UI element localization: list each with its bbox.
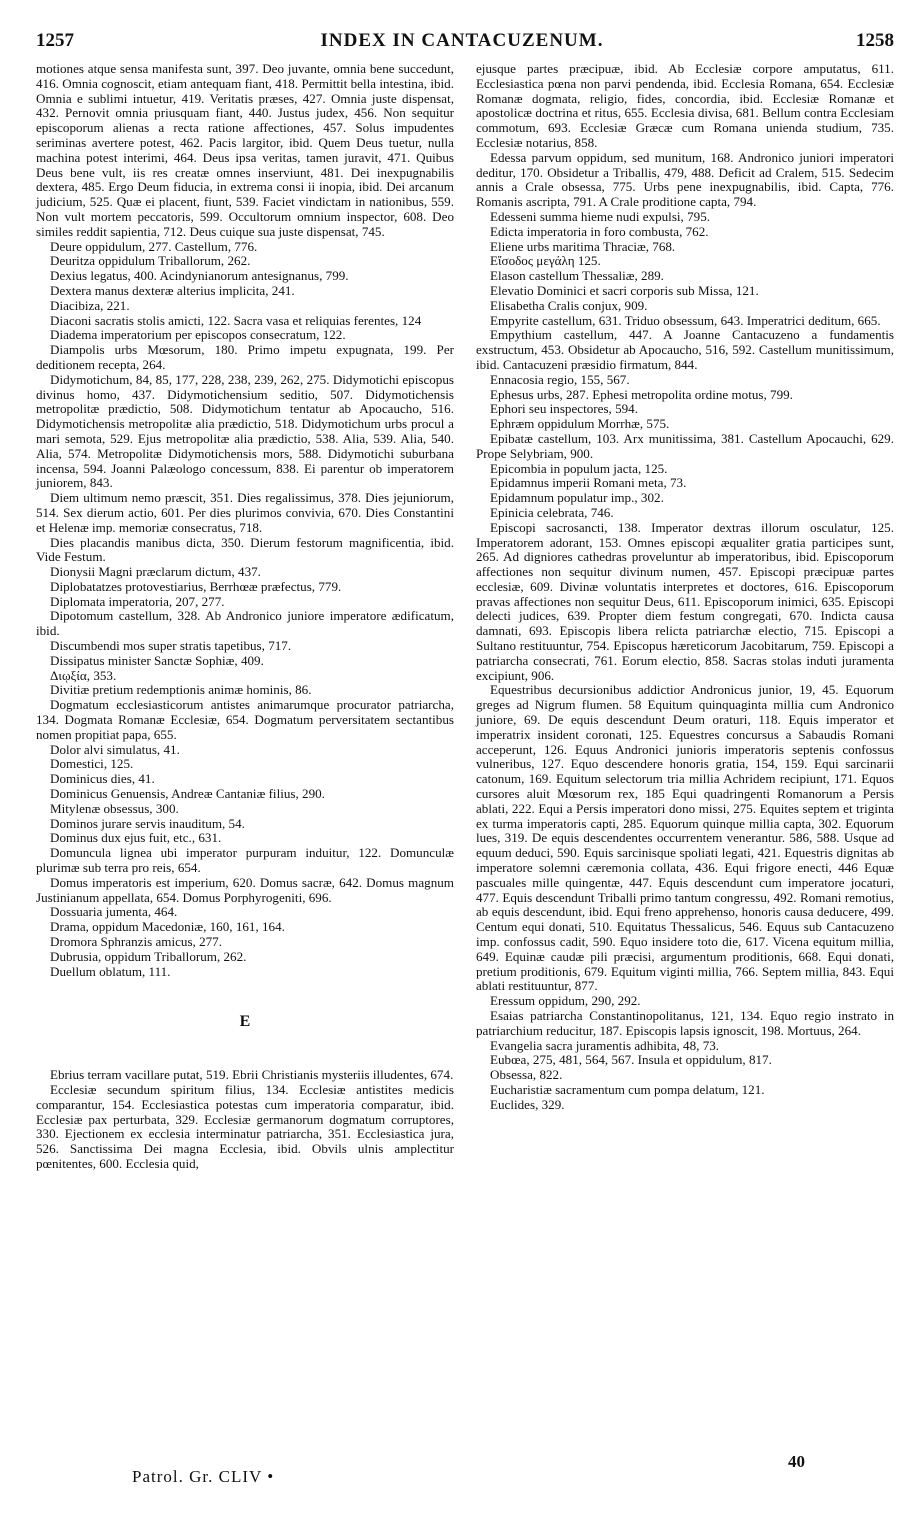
index-entry: Episcopi sacrosancti, 138. Imperator dextras illorum osculatur, 125. Imperatorem adorant, 153. Omnes episcopi æqualiter gratia participes sunt, 265. Ad digniores cathedras proveluntur ab imperatoribus, ibid. Episcoporum affectiones non sequitur divinum numen, 457. Episcopi præcipuæ partes ecclesiæ, 609. Divinæ voluntatis interpretes et doctores, 616. Episcoporum pravas affectiones non sequitur Deus, 611. Episcoporum inimici, 635. Episcopi delecti judices, 639. Propter diem festum congregati, 670. Indicta causa damnati, 693. Episcopis libera relicta patriarchæ electio, 715. Episcopi a Sultano restituuntur, 754. Episcopus hæreticorum Jacobitarum, 759. Episcopi a patriarcha consecrati, 761. Eorum electio, 858. Sacras stolas induti juramenta excipiunt, 906. xyxy=(476,519,894,683)
index-entry: Euclides, 329. xyxy=(490,1096,565,1112)
index-entry: Equestribus decursionibus addictior Andronicus junior, 19, 45. Equorum greges ad Nigrum flumen. 58 Equitum quinquaginta millia cum Andronico juniore, 69. De equis descendunt Deum oraturi, 118. Equis imperator et imperatrix insident coronati, 125. Equestres concursus a Sabaudis Romani acceperunt, 126. Equus Andronici junioris imperatoris septenis confossus vulneribus, 127. Equo descendere honoris gratia, 154, 159. Equi sarcinarii catonum, 169. Equitum selectorum tria millia Achridem recipiunt, 171. Equos cursores aluit Mœsorum rex, 185 Equi quadringenti Romanorum a Persis ablati, 222. Equi a Persis imperatori dono missi, 275. Equites septem et triginta ex turma imperatoris capti, 285. Equorum quinque millia capta, 302. Equorum lues, 319. De equis descendentes occurrentem venerantur. 586, 588. Usque ad equum deduci, 590. Equis sarcinisque spoliati legati, 421. Equestris dignitas ab imperatore solemni cæremonia collata, 436. Equi frigore enecti, 446 Equæ pascuales mille quingentæ, 447. Equis descendunt cum imperatore jocaturi, 477. Equis descendunt Triballi primo tantum congressu, 492. Romani remotius, ab equis descendunt, ibid. Equi freno apprehenso, honoris causa deducere, 499. Centum equi donati, 510. Equitatus Thessalicus, 546. Equus sub Cantacuzeno imp. confossus cadit, 590. Equo insidere toto die, 617. Vicena equitum millia, 649. Equinæ caudæ pili præcisi, argumentum proditionis, 668. Equi donati, pretium proditionis, 679. Equitum viginti millia, 766. Septem millia, 843. Equi ablati restituuntur, 877. xyxy=(476,682,894,994)
index-entry: Ecclesiæ secundum spiritum filius, 134. Ecclesiæ antistites medicis comparantur, 154. Ecclesiastica potestas cum imperatoria comparatur, ibid. Ecclesiæ pax perturbata, 329. Ecclesiæ germanorum dogmatum corruptores, 330. Ejectionem ex ecclesia interminatur patriarcha, 351. Ecclesiastica jura, 526. Sanctissima Dei magna Ecclesia, ibid. Obvils ulnis amplectitur pœnitentes, 600. Ecclesia quid, xyxy=(36,1082,454,1171)
index-entry: Elevatio Dominici et sacri corporis sub Missa, 121. xyxy=(490,282,759,298)
index-entry: Epibatæ castellum, 103. Arx munitissima, 381. Castellum Apocauchi, 629. Prope Selybriam, 900. xyxy=(476,430,894,461)
index-entry: Ephori seu inspectores, 594. xyxy=(490,401,639,417)
left-entries xyxy=(36,62,454,979)
index-entry: Dominicus dies, 41. xyxy=(50,771,155,787)
index-entry: Εἴσοδος μεγάλη 125. xyxy=(490,253,601,269)
index-entry: Dexius legatus, 400. Acindynianorum antesignanus, 799. xyxy=(50,268,349,284)
index-entry: Eliene urbs maritima Thraciæ, 768. xyxy=(490,238,676,254)
index-entry: ejusque partes præcipuæ, ibid. Ab Ecclesiæ corpore amputatus, 611. Ecclesiastica pœna non parvi pendenda, ibid. Ecclesia Romana, 654. Ecclesiæ Romanæ dogmata, religio, fides, concordia, ibid. Ecclesiæ Romanæ et apostolicæ doctrina et ritus, 655. Ecclesia divisa, 681. Bellum contra Ecclesiam commotum, 693. Ecclesiæ Græcæ cum Romana unienda studium, 735. Ecclesiæ notarius, 858. xyxy=(476,61,894,150)
index-entry: Eressum oppidum, 290, 292. xyxy=(490,993,641,1009)
index-entry: Domuncula lignea ubi imperator purpuram induitur, 122. Domunculæ plurimæ sub terra pro reis, 654. xyxy=(36,845,454,876)
index-entry: Dolor alvi simulatus, 41. xyxy=(50,741,180,757)
index-entry: Ebrius terram vacillare putat, 519. Ebrii Christianis mysteriis illudentes, 674. xyxy=(50,1067,454,1083)
index-entry: Ennacosia regio, 155, 567. xyxy=(490,371,630,387)
index-entry: Deuritza oppidulum Triballorum, 262. xyxy=(50,253,251,269)
right-column xyxy=(476,62,894,1113)
index-entry: Dominos jurare servis inauditum, 54. xyxy=(50,815,245,831)
index-entry: Diplomata imperatoria, 207, 277. xyxy=(50,593,225,609)
index-entry: Empythium castellum, 447. A Joanne Cantacuzeno a fundamentis exstructum, 453. Obsidetur ab Apocaucho, 516, 592. Castellum munitissimum, ibid. Cantacuzeni præsidio firmatum, 844. xyxy=(476,327,894,372)
index-entry: Dextera manus dexteræ alterius implicita, 241. xyxy=(50,282,295,298)
index-entry: Dionysii Magni præclarum dictum, 437. xyxy=(50,564,261,580)
index-entry: Dromora Sphranzis amicus, 277. xyxy=(50,934,223,950)
index-entry: Epinicia celebrata, 746. xyxy=(490,504,614,520)
index-entry: Diplobatatzes protovestiarius, Berrhœæ præfectus, 779. xyxy=(50,578,342,594)
index-entry: Diacibiza, 221. xyxy=(50,297,130,313)
index-entry: Dominus dux ejus fuit, etc., 631. xyxy=(50,830,222,846)
section-letter: E xyxy=(239,1013,251,1031)
index-entry: Didymotichum, 84, 85, 177, 228, 238, 239, 262, 275. Didymotichi episcopus divinus homo, 437. Didymotichensium seditio, 507. Didymotichensis metropolitæ prædictio, 508. Didymotichum tentatur ab Apocaucho, 516. Didymotichensis metropolitæ alia prædictio, 518. Didymotichum urbs procul a mari semota, 529. Ejus metropolitæ alia prædictio, 538. Alia, 539. Alia, 540. Alia, 574. Metropolitæ Didymotichensis mors, 588. Didymotichi suburbana incensa, 594. Joanni Palæologo concessum, 838. Ei parentur ob imperatorem juniorem, 843. xyxy=(36,371,454,491)
index-entry: Epidamnus imperii Romani meta, 73. xyxy=(490,475,687,491)
index-entry: Domestici, 125. xyxy=(50,756,134,772)
index-entry: Edesseni summa hieme nudi expulsi, 795. xyxy=(490,208,711,224)
index-entry: Empyrite castellum, 631. Triduo obsessum, 643. Imperatrici deditum, 665. xyxy=(490,312,881,328)
index-entry: Ephræm oppidulum Morrhæ, 575. xyxy=(490,416,670,432)
index-entry: Epidamnum populatur imp., 302. xyxy=(490,490,664,506)
index-entry: Elason castellum Thessaliæ, 289. xyxy=(490,268,664,284)
index-entry: Divitiæ pretium redemptionis animæ hominis, 86. xyxy=(50,682,312,698)
left-page-number: 1257 xyxy=(36,30,74,51)
footer-signature: 40 xyxy=(788,1452,805,1471)
page-header xyxy=(30,30,894,60)
index-entry: Dominicus Genuensis, Andreæ Cantaniæ filius, 290. xyxy=(50,786,325,802)
index-entry: Diadema imperatorium per episcopos consecratum, 122. xyxy=(50,327,346,343)
left-column xyxy=(36,62,454,1172)
index-entry: Duellum oblatum, 111. xyxy=(50,963,171,979)
index-entry: Deure oppidulum, 277. Castellum, 776. xyxy=(50,238,258,254)
running-title: INDEX IN CANTACUZENUM. xyxy=(320,30,604,51)
index-entry: Diaconi sacratis stolis amicti, 122. Sacra vasa et reliquias ferentes, 124 xyxy=(50,312,422,328)
index-entry: Eucharistiæ sacramentum cum pompa delatum, 121. xyxy=(490,1081,765,1097)
index-entry: Drama, oppidum Macedoniæ, 160, 161, 164. xyxy=(50,919,285,935)
index-entry: Edicta imperatoria in foro combusta, 762. xyxy=(490,223,709,239)
index-entry: Dissipatus minister Sanctæ Sophiæ, 409. xyxy=(50,652,264,668)
index-entry: Eubœa, 275, 481, 564, 567. Insula et oppidulum, 817. xyxy=(490,1052,772,1068)
index-entry: Domus imperatoris est imperium, 620. Domus sacræ, 642. Domus magnum Justinianum appellata, 654. Domus Porphyrogeniti, 696. xyxy=(36,874,454,905)
index-entry: Obsessa, 822. xyxy=(490,1067,563,1083)
index-entry: Mitylenæ obsessus, 300. xyxy=(50,800,179,816)
index-entry: Elisabetha Cralis conjux, 909. xyxy=(490,297,648,313)
index-entry: Epicombia in populum jacta, 125. xyxy=(490,460,668,476)
index-entry: Dies placandis manibus dicta, 350. Dierum festorum magnificentia, ibid. Vide Festum. xyxy=(36,534,454,565)
index-entry: Ephesus urbs, 287. Ephesi metropolita ordine motus, 799. xyxy=(490,386,793,402)
right-page-number: 1258 xyxy=(856,30,894,51)
index-entry: Dogmatum ecclesiasticorum antistes animarumque procurator patriarcha, 134. Dogmata Romanæ Ecclesiæ, 654. Dogmatum perversitatem sectantibus nomen propitiat papa, 655. xyxy=(36,697,454,742)
index-entry: Diem ultimum nemo præscit, 351. Dies regalissimus, 378. Dies jejuniorum, 514. Sex dierum actio, 601. Per dies plurimos convivia, 670. Dies Constantini et Helenæ imp. memoriæ consecratus, 718. xyxy=(36,490,454,535)
index-entry: motiones atque sensa manifesta sunt, 397. Deo juvante, omnia bene succedunt, 416. Omnia cognoscit, etiam antequam fiant, 418. Permittit bella intestina, ibid. Omnia e sublimi intuetur, 419. Veritatis præses, 427. Omnia juste dispensat, 432. Pernovit omnia priusquam fiant, 440. Justus judex, 456. Non sequitur episcoporum alienas a recta ratione affectiones, 457. Solus impudentes seriminas avertere potest, 462. Pacis largitor, ibid. Quem Deus tuetur, nulla machina potest interimi, 464. Deus ipsa veritas, tamen juravit, 471. Quibus Deus bene vult, iis res creatæ omnes inserviunt, 481. Dei inexpugnabilis dextera, 485. Ergo Deum fiducia, in extrema consi ii inopia, ibid. Dei arcanum judicium, 525. Quæ ei placent, fiunt, 539. Faciet vindictam in nationibus, 559. Non vult mortem peccatoris, 599. Occultorum omnium inspector, 608. Deo similes reddit sapientia, 712. Deus cuique sua juste dispensat, 745. xyxy=(36,61,454,239)
index-entry: Evangelia sacra juramentis adhibita, 48, 73. xyxy=(490,1037,720,1053)
footer-volume: Patrol. Gr. CLIV • xyxy=(132,1467,275,1486)
index-entry: Edessa parvum oppidum, sed munitum, 168. Andronico juniori imperatori deditur, 170. Obsidetur a Triballis, 479, 488. Deficit ad Cralem, 515. Sedecim annis a Crale obsessa, 775. Urbs pene inexpugnabilis, ibid. Capta, 776. Romanis ascripta, 791. A Crale proditione capta, 794. xyxy=(476,149,894,210)
index-entry: Dipotomum castellum, 328. Ab Andronico juniore imperatore ædificatum, ibid. xyxy=(36,608,454,639)
right-entries xyxy=(476,62,894,1113)
left-entries-e xyxy=(36,1068,454,1172)
index-entry: Dossuaria jumenta, 464. xyxy=(50,904,178,920)
index-entry: Discumbendi mos super stratis tapetibus, 717. xyxy=(50,638,292,654)
index-entry: Dubrusia, oppidum Triballorum, 262. xyxy=(50,948,247,964)
index-entry: Διῳξία, 353. xyxy=(50,667,117,683)
index-entry: Esaias patriarcha Constantinopolitanus, 121, 134. Equo regio instrato in patriarchium reducitur, 187. Episcopis lapsis ignoscit, 198. Mortuus, 264. xyxy=(476,1008,894,1038)
index-entry: Diampolis urbs Mœsorum, 180. Primo impetu expugnata, 199. Per deditionem recepta, 264. xyxy=(36,342,454,372)
